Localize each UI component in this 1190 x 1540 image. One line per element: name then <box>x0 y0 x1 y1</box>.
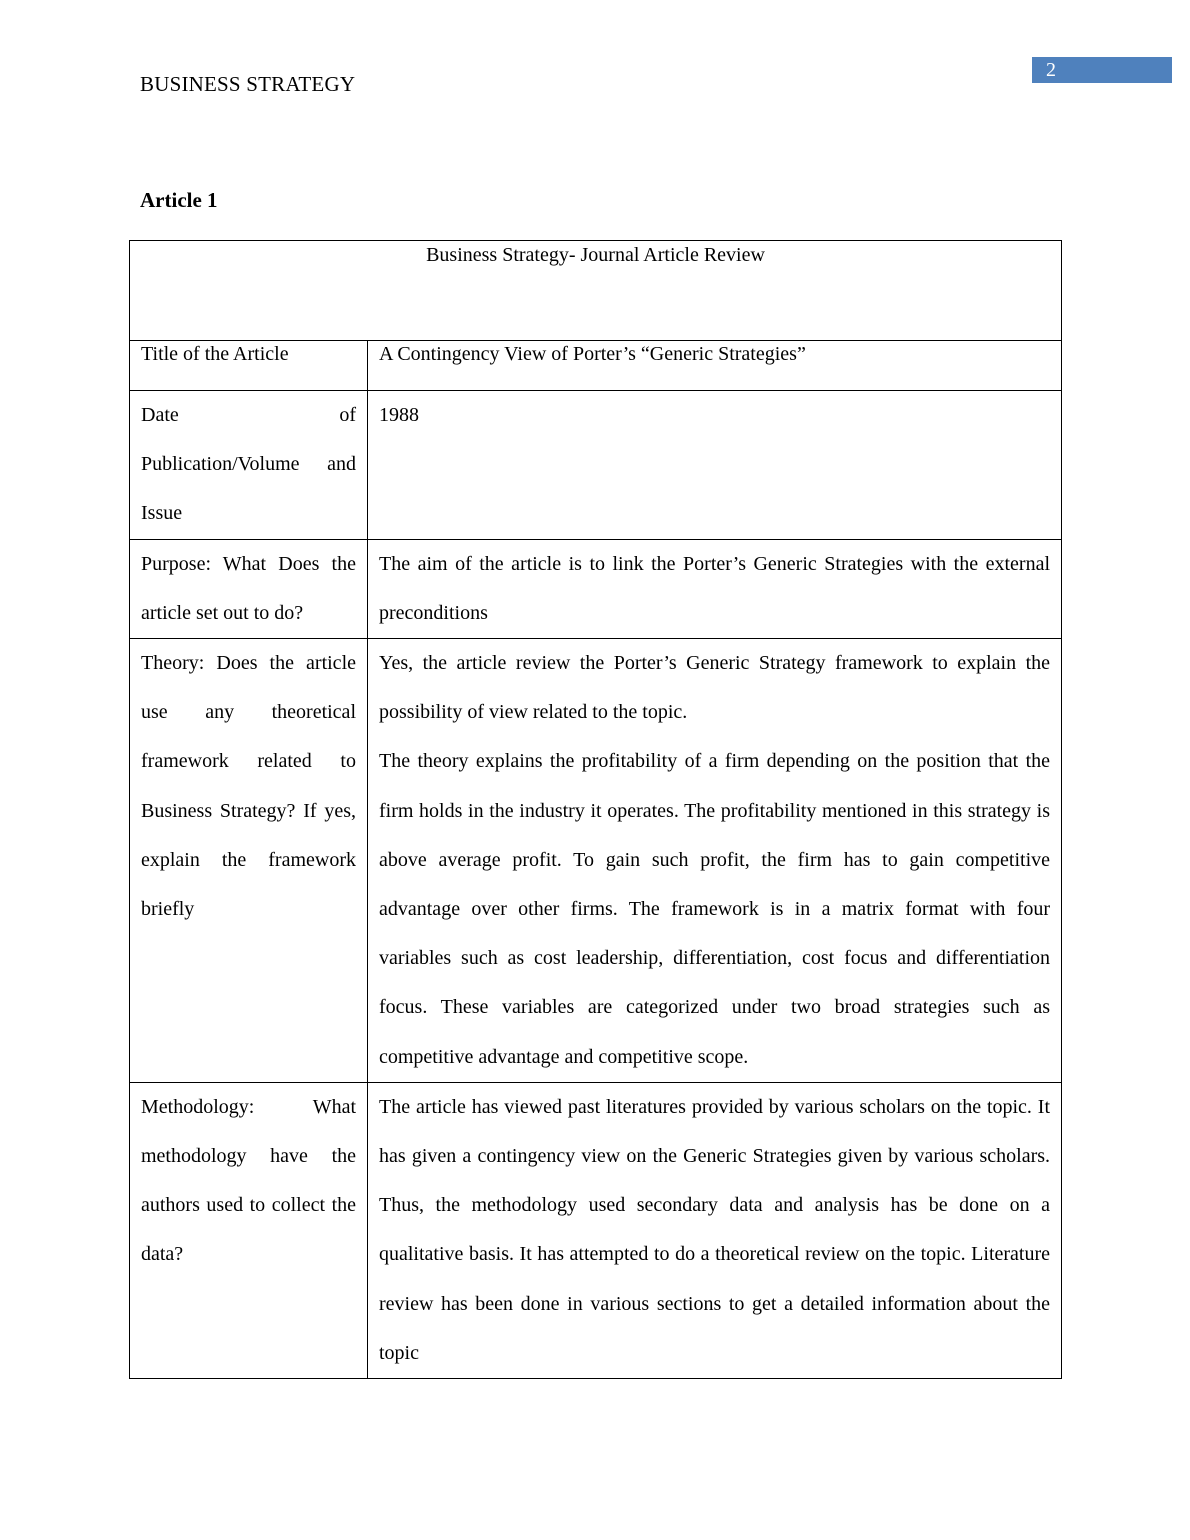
article-heading: Article 1 <box>140 188 218 212</box>
table-caption: Business Strategy- Journal Article Review <box>130 241 1062 341</box>
row-label-theory: Theory: Does the article use any theoretical framework related to Business Strategy? If yes, explain the framework briefly <box>130 639 368 1083</box>
row-label-date: Date of Publication/Volume and Issue <box>130 391 368 540</box>
table-row-methodology <box>130 1082 1062 1378</box>
row-value-title <box>368 341 1062 391</box>
page-number: 2 <box>1032 57 1172 83</box>
row-value-theory <box>368 639 1062 1083</box>
row-value-methodology <box>368 1082 1062 1378</box>
article-review-table <box>129 240 1062 1379</box>
table-row-title <box>130 341 1062 391</box>
table-row-theory <box>130 639 1062 1083</box>
row-label-methodology: Methodology: What methodology have the authors used to collect the data? <box>130 1082 368 1378</box>
table-row-date <box>130 391 1062 540</box>
row-value-purpose-text: The aim of the article is to link the Porter’s Generic Strategies with the external preconditions <box>379 552 1051 624</box>
running-head: BUSINESS STRATEGY <box>140 72 356 96</box>
row-value-methodology-text: The article has viewed past literatures provided by various scholars on the topic. It has given a contingency view on the Generic Strategies given by various scholars. Thus, the methodology used secondary data and analysis has be done on a qualitative basis. It has attempted to do a theoretical review on the topic. Literature review has been done in various sections to get a detailed information about the topic <box>379 1095 1051 1364</box>
table-caption-row <box>130 241 1062 341</box>
row-value-date-text: 1988 <box>379 404 419 426</box>
row-value-title-text: A Contingency View of Porter’s “Generic Strategies” <box>379 343 806 365</box>
row-value-theory-paragraph-1: Yes, the article review the Porter’s Generic Strategy framework to explain the possibility of view related to the topic. <box>379 652 1051 724</box>
row-label-purpose: Purpose: What Does the article set out to do? <box>130 539 368 638</box>
row-value-purpose <box>368 539 1062 638</box>
row-value-date <box>368 391 1062 540</box>
row-value-theory-paragraph-2: The theory explains the profitability of a firm depending on the position that the firm holds in the industry it operates. The profitability mentioned in this strategy is above average profit. To gain such profit, the firm has to gain competitive advantage over other firms. The framework is in a matrix format with four variables such as cost leadership, differentiation, cost focus and differentiation focus. These variables are categorized under two broad strategies such as competitive advantage and competitive scope. <box>379 750 1051 1068</box>
row-label-title: Title of the Article <box>130 341 368 391</box>
table-row-purpose <box>130 539 1062 638</box>
